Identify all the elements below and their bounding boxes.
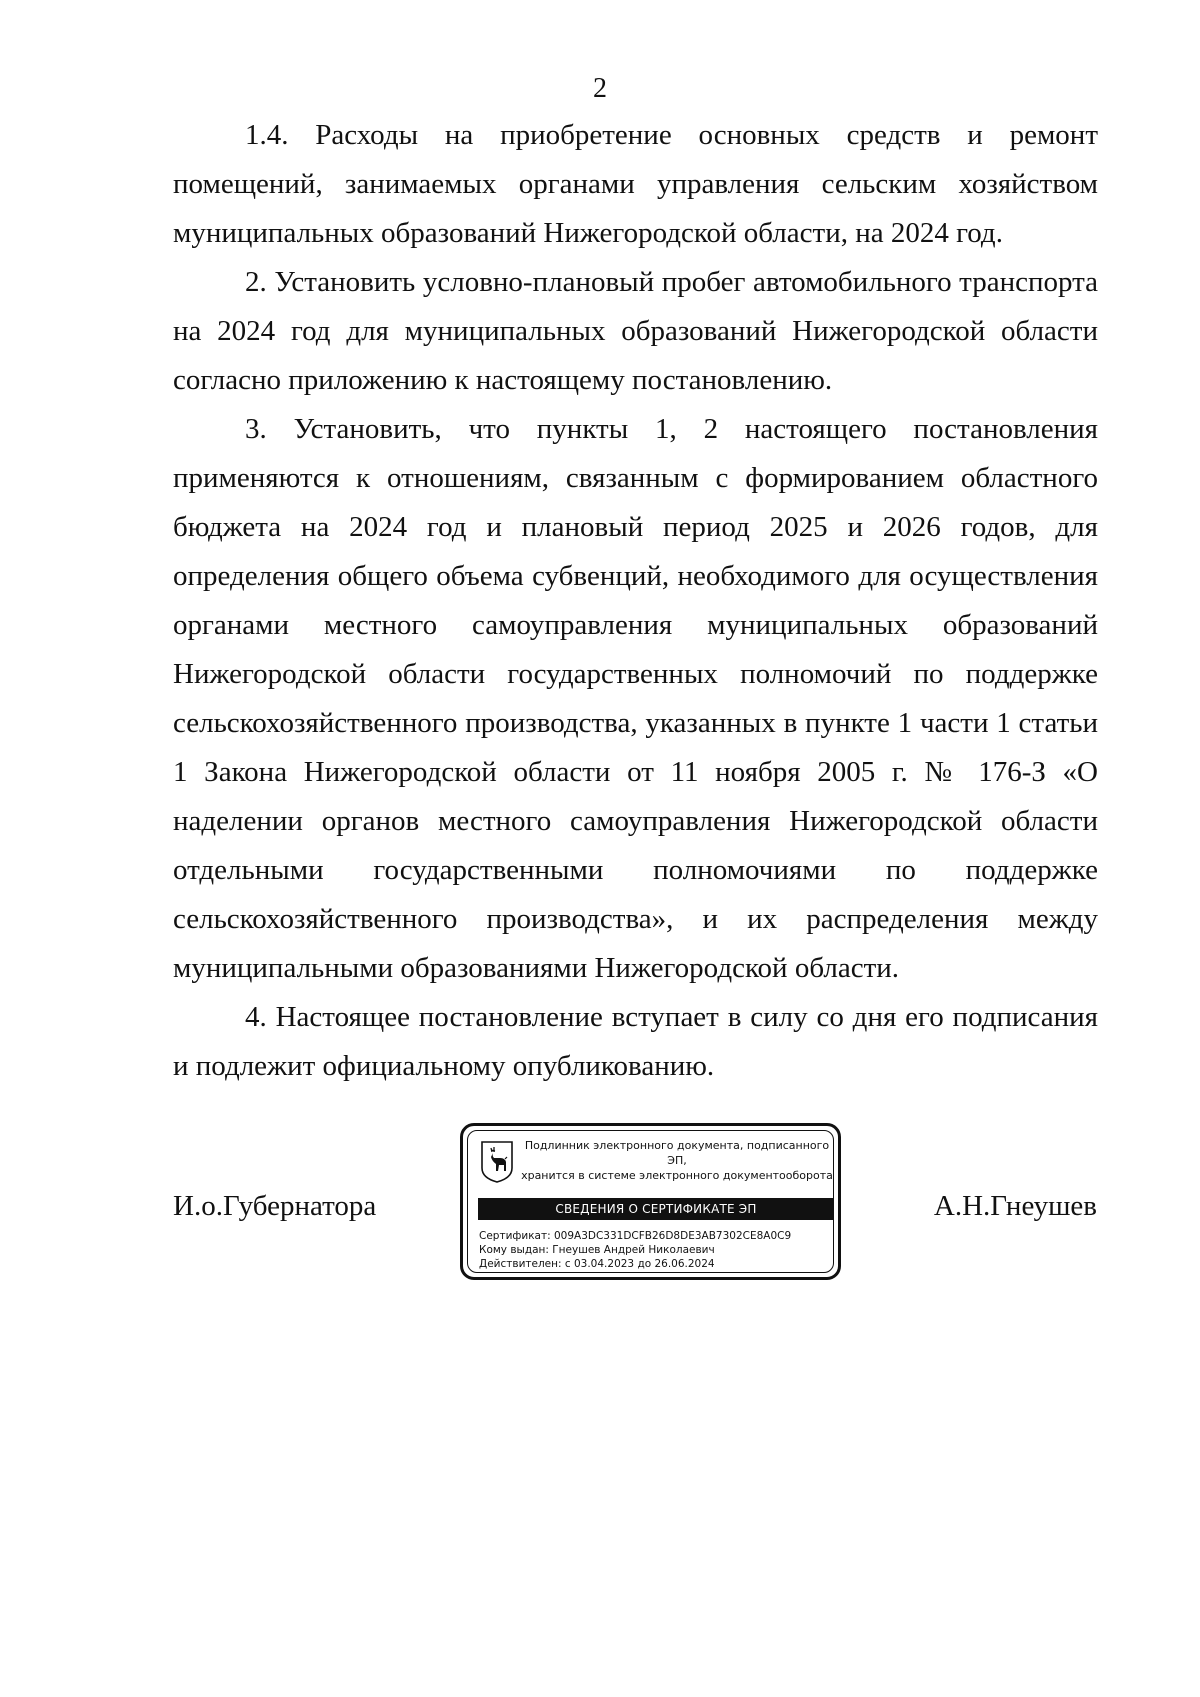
signatory-position: И.о.Губернатора (173, 1190, 377, 1222)
certificate-validity: Действителен: с 03.04.2023 до 26.06.2024 (479, 1258, 715, 1270)
document-body (173, 111, 1098, 1091)
page-number: 2 (593, 73, 607, 104)
paragraph-3: 3. Установить, что пункты 1, 2 настоящего постановления применяются к отношениям, связанным с формированием областного бюджета на 2024 год и плановый период 2025 и 2026 годов, для определения общего объема субвенций, необходимого для осуществления органами местного самоуправления муниципальных образований Нижегородской области государственных полномочий по поддержке сельскохозяйственного производства, указанных в пункте 1 части 1 статьи 1 Закона Нижегородской области от 11 ноября 2005 г. № 176-З «О наделении органов местного самоуправления Нижегородской области отдельными государственными полномочиями по поддержке сельскохозяйственного производства», и их распределения между муниципальными образованиями Нижегородской области. (173, 413, 1098, 984)
certificate-number: Сертификат: 009A3DC331DCFB26D8DE3AB7302CE8A0C9 (479, 1230, 792, 1242)
stamp-header-line-1: Подлинник электронного документа, подписанного ЭП, (524, 1139, 830, 1167)
paragraph-4: 4. Настоящее постановление вступает в силу со дня его подписания и подлежит официальному опубликованию. (173, 1001, 1098, 1082)
electronic-signature-stamp (460, 1123, 841, 1280)
signatory-name: А.Н.Гнеушев (933, 1190, 1097, 1222)
certificate-details (479, 1229, 835, 1271)
paragraph-1-4: 1.4. Расходы на приобретение основных средств и ремонт помещений, занимаемых органами управления сельским хозяйством муниципальных образований Нижегородской области, на 2024 год. (173, 119, 1098, 249)
deer-coat-of-arms-icon (480, 1140, 514, 1184)
certificate-owner: Кому выдан: Гнеушев Андрей Николаевич (479, 1244, 715, 1256)
certificate-info-bar: СВЕДЕНИЯ О СЕРТИФИКАТЕ ЭП (478, 1198, 834, 1220)
stamp-header (520, 1138, 834, 1183)
paragraph-2: 2. Установить условно-плановый пробег автомобильного транспорта на 2024 год для муниципальных образований Нижегородской области согласно приложению к настоящему постановлению. (173, 266, 1098, 396)
stamp-header-line-2: хранится в системе электронного документооборота (521, 1169, 833, 1182)
